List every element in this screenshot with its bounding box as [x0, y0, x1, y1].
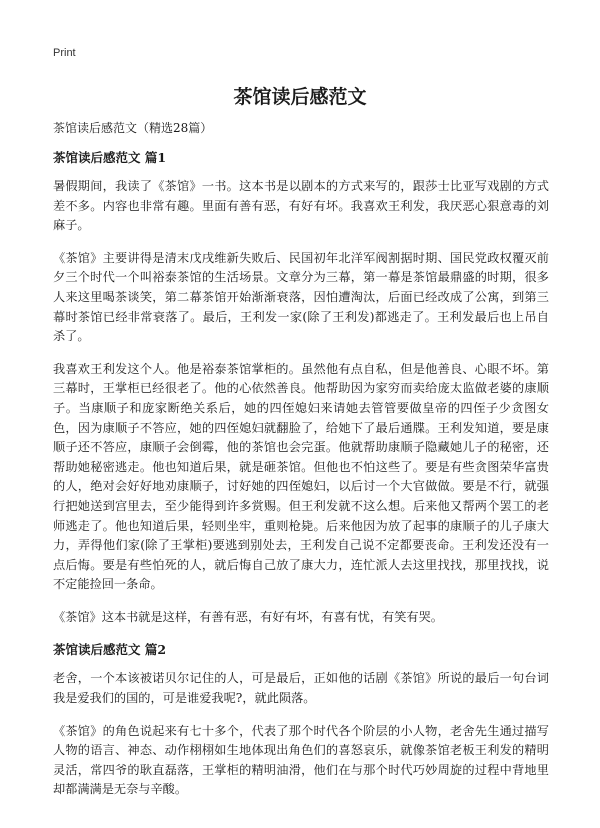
print-link[interactable]: Print [53, 47, 76, 59]
paragraph: 暑假期间，我读了《茶馆》一书。这本书是以剧本的方式来写的，跟莎士比亚写戏剧的方式差不多。内容也非常有趣。里面有善有恶，有好有坏。我喜欢王利发，我厌恶心狠意毒的刘麻子。 [53, 179, 549, 233]
paragraph: 《茶馆》主要讲得是清末戊戌维新失败后、民国初年北洋军阀割据时期、国民党政权覆灭前夕三个时代一个叫裕泰茶馆的生活场景。文章分为三幕，第一幕是茶馆最鼎盛的时期，很多人来这里喝茶谈笑，第二幕茶馆开始渐渐衰落，因怕遭淘汰，后面已经改成了公寓，到第三幕时茶馆已经非常衰落了。最后，王利发一家(除了王利发)都逃走了。王利发最后也上吊自杀了。 [53, 250, 549, 344]
article-body [53, 118, 549, 813]
section-heading-2: 茶馆读后感范文 篇2 [53, 642, 167, 658]
paragraph: 《茶馆》这本书就是这样，有善有恶，有好有坏，有喜有忧，有笑有哭。 [53, 609, 443, 624]
paragraph: 我喜欢王利发这个人。他是裕泰茶馆掌柜的。虽然他有点自私，但是他善良、心眼不坏。第三幕时，王掌柜已经很老了。他的心依然善良。他帮助因为家穷而卖给庞太监做老婆的康顺子。当康顺子和庞家断绝关系后，她的四侄媳妇来请她去管管要做皇帝的四侄子少贪图女色，因为康顺子不答应，她的四侄媳妇就翻脸了，给她下了最后通牒。王利发知道，要是康顺子还不答应，康顺子会倒霉，他的茶馆也会完蛋。他就帮助康顺子隐藏她儿子的秘密，还帮助她秘密逃走。他也知道后果，就是砸茶馆。但他也不怕这些了。要是有些贪图荣华富贵的人，绝对会好好地劝康顺子，讨好她的四侄媳妇，以后讨一个大官做做。要是不行，就强行把她送到宫里去，至少能得到许多赏赐。但王利发就不这么想。后来他又帮两个罢工的老师逃走了。他也知道后果，轻则坐牢，重则枪毙。后来他因为放了起事的康顺子的儿子康大力，弄得他们家(除了王掌柜)要逃到别处去，王利发自己说不定都要丧命。王利发还没有一点后悔。要是有些怕死的人，就后悔自己放了康大力，连忙派人去这里找找，那里找找，说不定能捡回一条命。 [53, 361, 549, 592]
paragraph: 《茶馆》的角色说起来有七十多个，代表了那个时代各个阶层的小人物，老舍先生通过描写人物的语言、神态、动作栩栩如生地体现出角色们的喜怒哀乐，就像茶馆老板王利发的精明灵活，常四爷的耿直磊落，王掌柜的精明油滑，他们在与那个时代巧妙周旋的过程中背地里却都满满是无奈与辛酸。 [53, 723, 549, 797]
page-title: 茶馆读后感范文 [233, 86, 367, 108]
article-subtitle: 茶馆读后感范文（精选28篇） [53, 121, 213, 135]
section-heading-1: 茶馆读后感范文 篇1 [53, 150, 167, 165]
paragraph: 老舍，一个本该被诺贝尔记住的人，可是最后，正如他的话剧《茶馆》所说的最后一句台词我是爱我们的国的，可是谁爱我呢?，就此陨落。 [53, 671, 549, 706]
